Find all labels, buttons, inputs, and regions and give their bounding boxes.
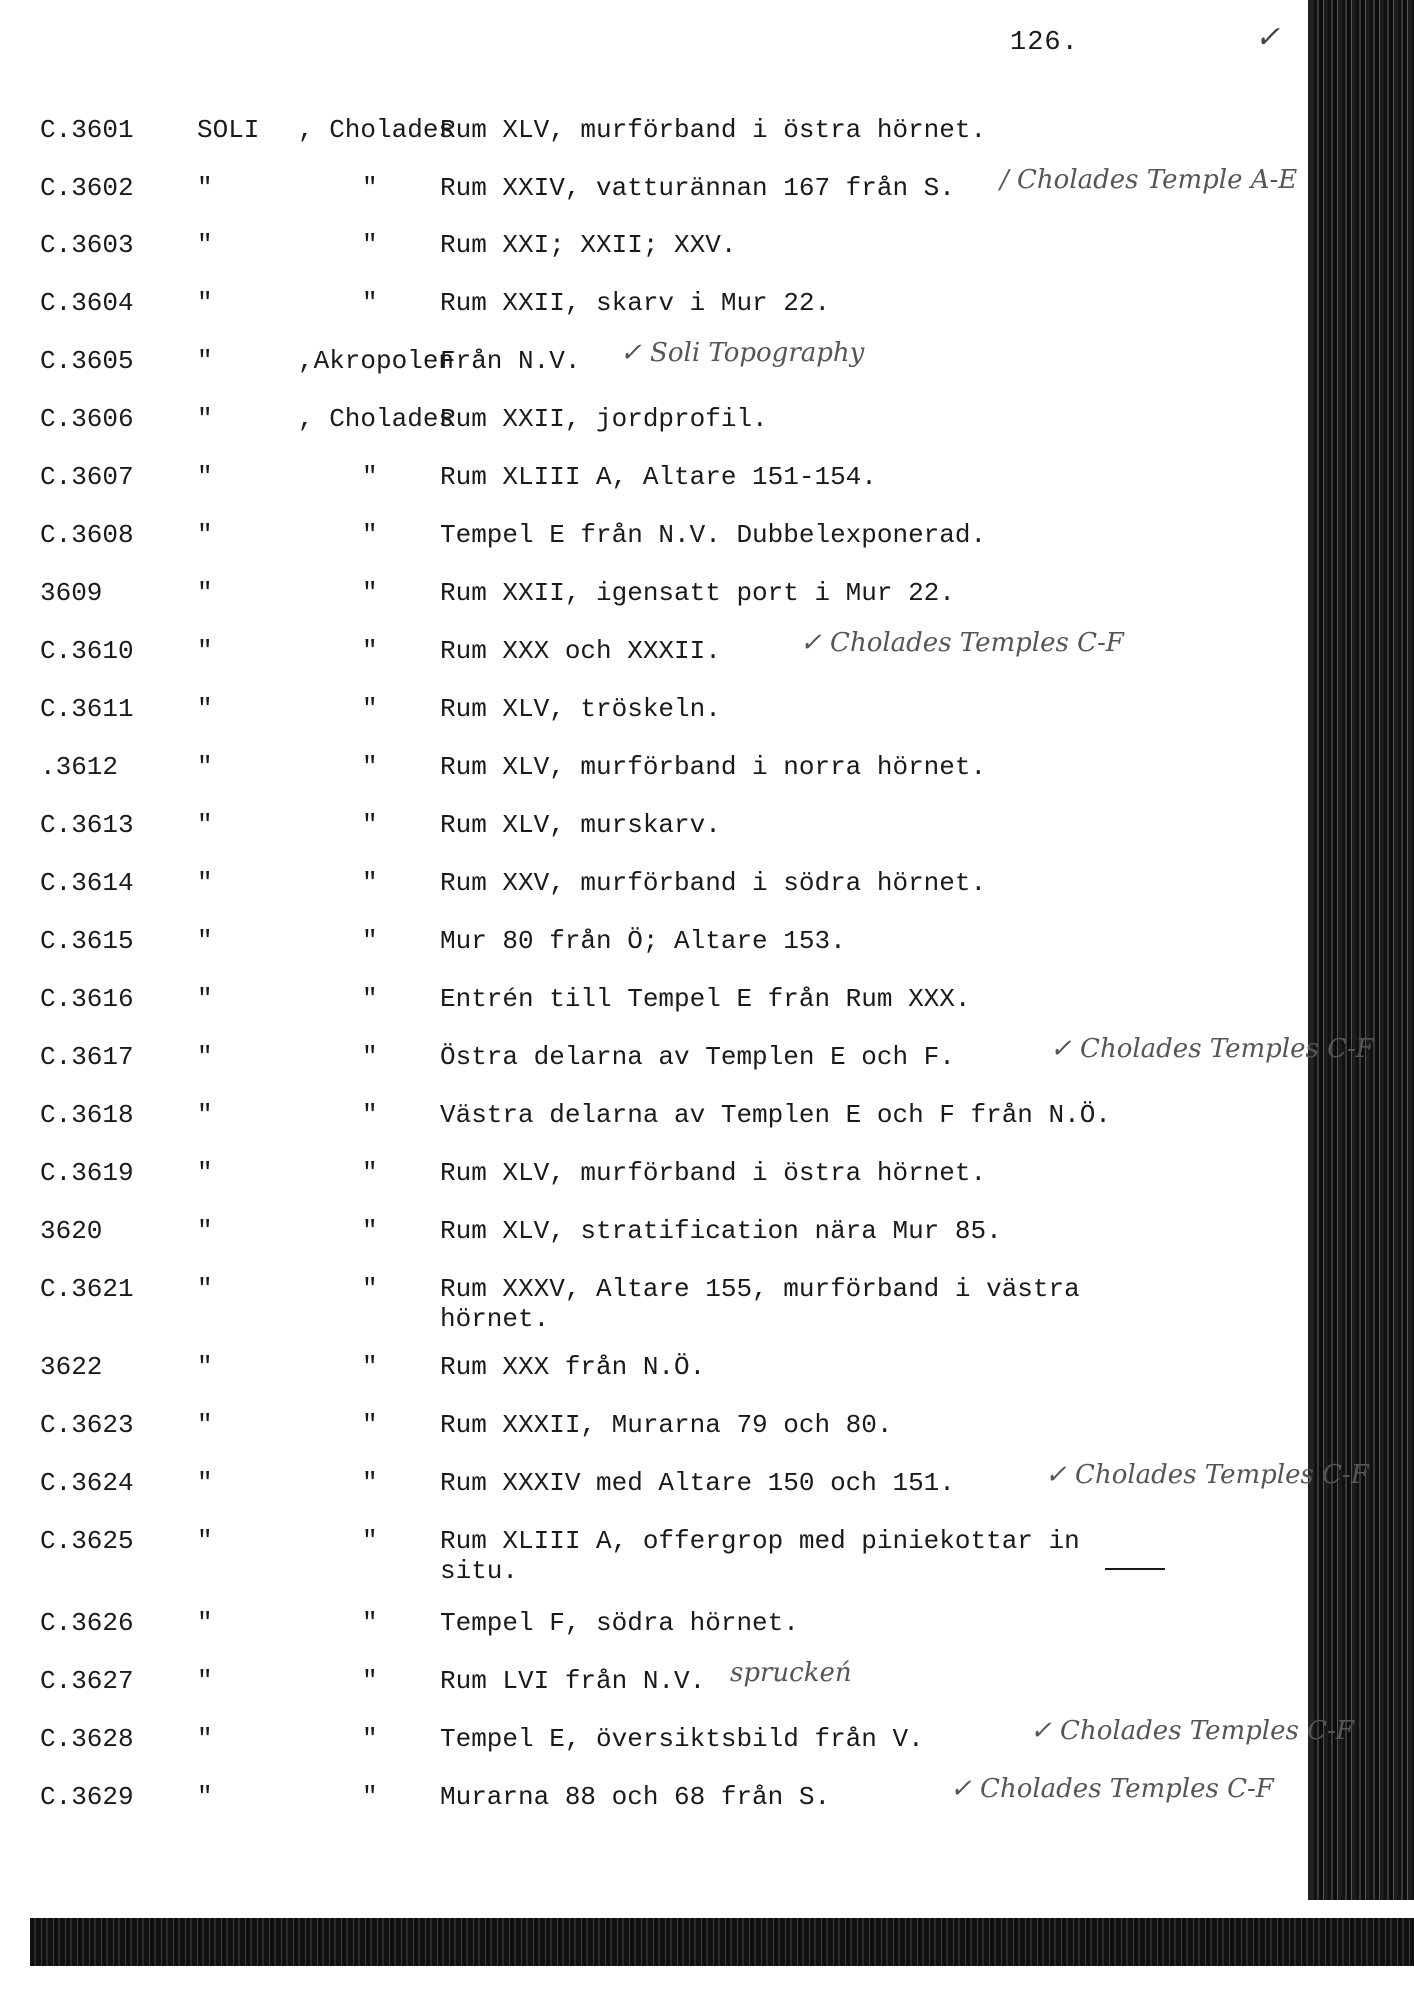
- area-name: ": [362, 752, 378, 782]
- site-name: ": [197, 288, 213, 318]
- site-name: ": [197, 1608, 213, 1638]
- site-name: ": [197, 1158, 213, 1188]
- site-name: ": [197, 1042, 213, 1072]
- handwritten-annotation: ✓ Soli Topography: [620, 338, 865, 368]
- photo-number: C.3618: [40, 1100, 134, 1130]
- photo-number: C.3608: [40, 520, 134, 550]
- handwritten-annotation: ✓ Cholades Temples C-F: [950, 1774, 1274, 1804]
- photo-number: 3609: [40, 578, 103, 608]
- area-name: ": [362, 578, 378, 608]
- area-name: ": [362, 1352, 378, 1382]
- site-name: ": [197, 578, 213, 608]
- photo-number: .3612: [40, 752, 119, 782]
- photo-description: Östra delarna av Templen E och F.: [440, 1042, 955, 1072]
- photo-description: Rum XXIV, vatturännan 167 från S.: [440, 173, 955, 203]
- photo-description: Tempel E, översiktsbild från V.: [440, 1724, 924, 1754]
- area-name: ": [362, 926, 378, 956]
- photo-number: C.3617: [40, 1042, 134, 1072]
- area-name: ": [362, 1158, 378, 1188]
- photo-description: Mur 80 från Ö; Altare 153.: [440, 926, 846, 956]
- photo-description: Rum XXXV, Altare 155, murförband i västra hörnet.: [440, 1274, 1080, 1334]
- photo-number: C.3601: [40, 115, 134, 145]
- site-name: ": [197, 868, 213, 898]
- area-name: ,Akropolen: [298, 346, 455, 376]
- site-name: ": [197, 1468, 213, 1498]
- area-name: ": [362, 1274, 378, 1304]
- site-name: ": [197, 173, 213, 203]
- photo-description: Rum XLV, tröskeln.: [440, 694, 721, 724]
- photo-description: Rum LVI från N.V.: [440, 1666, 706, 1696]
- site-name: ": [197, 810, 213, 840]
- area-name: ": [362, 1526, 378, 1556]
- photo-description: Murarna 88 och 68 från S.: [440, 1782, 831, 1812]
- area-name: ": [362, 984, 378, 1014]
- site-name: ": [197, 694, 213, 724]
- area-name: ": [362, 694, 378, 724]
- photo-description: Rum XLV, murförband i norra hörnet.: [440, 752, 987, 782]
- area-name: ": [362, 1666, 378, 1696]
- handwritten-annotation: ✓ Cholades Temples C-F: [1030, 1716, 1354, 1746]
- area-name: ": [362, 636, 378, 666]
- area-name: ": [362, 1782, 378, 1812]
- area-name: ": [362, 810, 378, 840]
- area-name: , Cholades: [298, 404, 455, 434]
- photo-description: Västra delarna av Templen E och F från N.Ö.: [440, 1100, 1111, 1130]
- site-name: ": [197, 1216, 213, 1246]
- site-name: ": [197, 636, 213, 666]
- photo-description: Rum XXV, murförband i södra hörnet.: [440, 868, 987, 898]
- photo-description: Rum XLV, murskarv.: [440, 810, 721, 840]
- photo-description: Tempel E från N.V. Dubbelexponerad.: [440, 520, 987, 550]
- photo-number: C.3616: [40, 984, 134, 1014]
- photo-number: C.3625: [40, 1526, 134, 1556]
- area-name: ": [362, 1608, 378, 1638]
- photo-description: Rum XLIII A, Altare 151-154.: [440, 462, 877, 492]
- photo-description: Rum XXX och XXXII.: [440, 636, 721, 666]
- photo-number: C.3619: [40, 1158, 134, 1188]
- site-name: ": [197, 1410, 213, 1440]
- photo-description: Rum XLV, murförband i östra hörnet.: [440, 1158, 987, 1188]
- photo-number: C.3613: [40, 810, 134, 840]
- site-name: ": [197, 1666, 213, 1696]
- page-edge-shadow: [1308, 0, 1314, 1900]
- site-name: ": [197, 1526, 213, 1556]
- area-name: ": [362, 230, 378, 260]
- area-name: ": [362, 1724, 378, 1754]
- photo-description: Rum XXI; XXII; XXV.: [440, 230, 737, 260]
- photo-description: Rum XXII, igensatt port i Mur 22.: [440, 578, 955, 608]
- area-name: ": [362, 1042, 378, 1072]
- handwritten-annotation: ✓ Cholades Temples C-F: [800, 628, 1124, 658]
- photo-number: C.3624: [40, 1468, 134, 1498]
- photo-number: 3620: [40, 1216, 103, 1246]
- handwritten-annotation: / Cholades Temple A-E: [1000, 165, 1298, 195]
- photo-description: Rum XXXIV med Altare 150 och 151.: [440, 1468, 955, 1498]
- area-name: ": [362, 288, 378, 318]
- site-name: ": [197, 1100, 213, 1130]
- photo-description: Rum XLV, murförband i östra hörnet.: [440, 115, 987, 145]
- area-name: ": [362, 1216, 378, 1246]
- photo-number: C.3607: [40, 462, 134, 492]
- photo-description: Tempel F, södra hörnet.: [440, 1608, 799, 1638]
- photo-number: C.3623: [40, 1410, 134, 1440]
- photo-description: Rum XXXII, Murarna 79 och 80.: [440, 1410, 893, 1440]
- photo-description: Rum XXII, skarv i Mur 22.: [440, 288, 831, 318]
- photo-number: C.3627: [40, 1666, 134, 1696]
- area-name: ": [362, 1100, 378, 1130]
- photo-number: C.3615: [40, 926, 134, 956]
- area-name: ": [362, 520, 378, 550]
- area-name: ": [362, 462, 378, 492]
- handwritten-annotation: spruckeń: [730, 1658, 852, 1688]
- site-name: ": [197, 1352, 213, 1382]
- handwritten-annotation: ✓ Cholades Temples C-F: [1050, 1034, 1374, 1064]
- photo-number: C.3605: [40, 346, 134, 376]
- photo-number: 3622: [40, 1352, 103, 1382]
- area-name: ": [362, 173, 378, 203]
- site-name: SOLI: [197, 115, 260, 145]
- site-name: ": [197, 404, 213, 434]
- site-name: ": [197, 1274, 213, 1304]
- photo-number: C.3626: [40, 1608, 134, 1638]
- site-name: ": [197, 230, 213, 260]
- photo-number: C.3628: [40, 1724, 134, 1754]
- site-name: ": [197, 1724, 213, 1754]
- handwritten-underline: [1105, 1568, 1165, 1570]
- book-binding-edge: [1314, 0, 1414, 1900]
- area-name: , Cholades: [298, 115, 455, 145]
- photo-number: C.3621: [40, 1274, 134, 1304]
- photo-number: C.3629: [40, 1782, 134, 1812]
- handwritten-annotation: ✓ Cholades Temples C-F: [1045, 1460, 1369, 1490]
- photo-description: Rum XXII, jordprofil.: [440, 404, 768, 434]
- photo-number: C.3614: [40, 868, 134, 898]
- site-name: ": [197, 346, 213, 376]
- photo-number: C.3610: [40, 636, 134, 666]
- site-name: ": [197, 1782, 213, 1812]
- site-name: ": [197, 984, 213, 1014]
- area-name: ": [362, 1468, 378, 1498]
- bottom-scan-band: [30, 1918, 1414, 1966]
- photo-number: C.3602: [40, 173, 134, 203]
- photo-number: C.3611: [40, 694, 134, 724]
- photo-number: C.3606: [40, 404, 134, 434]
- photo-description: Rum XXX från N.Ö.: [440, 1352, 706, 1382]
- site-name: ": [197, 926, 213, 956]
- area-name: ": [362, 868, 378, 898]
- photo-description: Rum XLIII A, offergrop med piniekottar in situ.: [440, 1526, 1080, 1586]
- photo-description: Rum XLV, stratification nära Mur 85.: [440, 1216, 1002, 1246]
- photo-description: Entrén till Tempel E från Rum XXX.: [440, 984, 971, 1014]
- photo-number: C.3604: [40, 288, 134, 318]
- check-mark-icon: ✓: [1255, 20, 1281, 55]
- site-name: ": [197, 752, 213, 782]
- page-number: 126.: [1010, 28, 1079, 58]
- site-name: ": [197, 462, 213, 492]
- site-name: ": [197, 520, 213, 550]
- photo-description: Från N.V.: [440, 346, 581, 376]
- area-name: ": [362, 1410, 378, 1440]
- photo-number: C.3603: [40, 230, 134, 260]
